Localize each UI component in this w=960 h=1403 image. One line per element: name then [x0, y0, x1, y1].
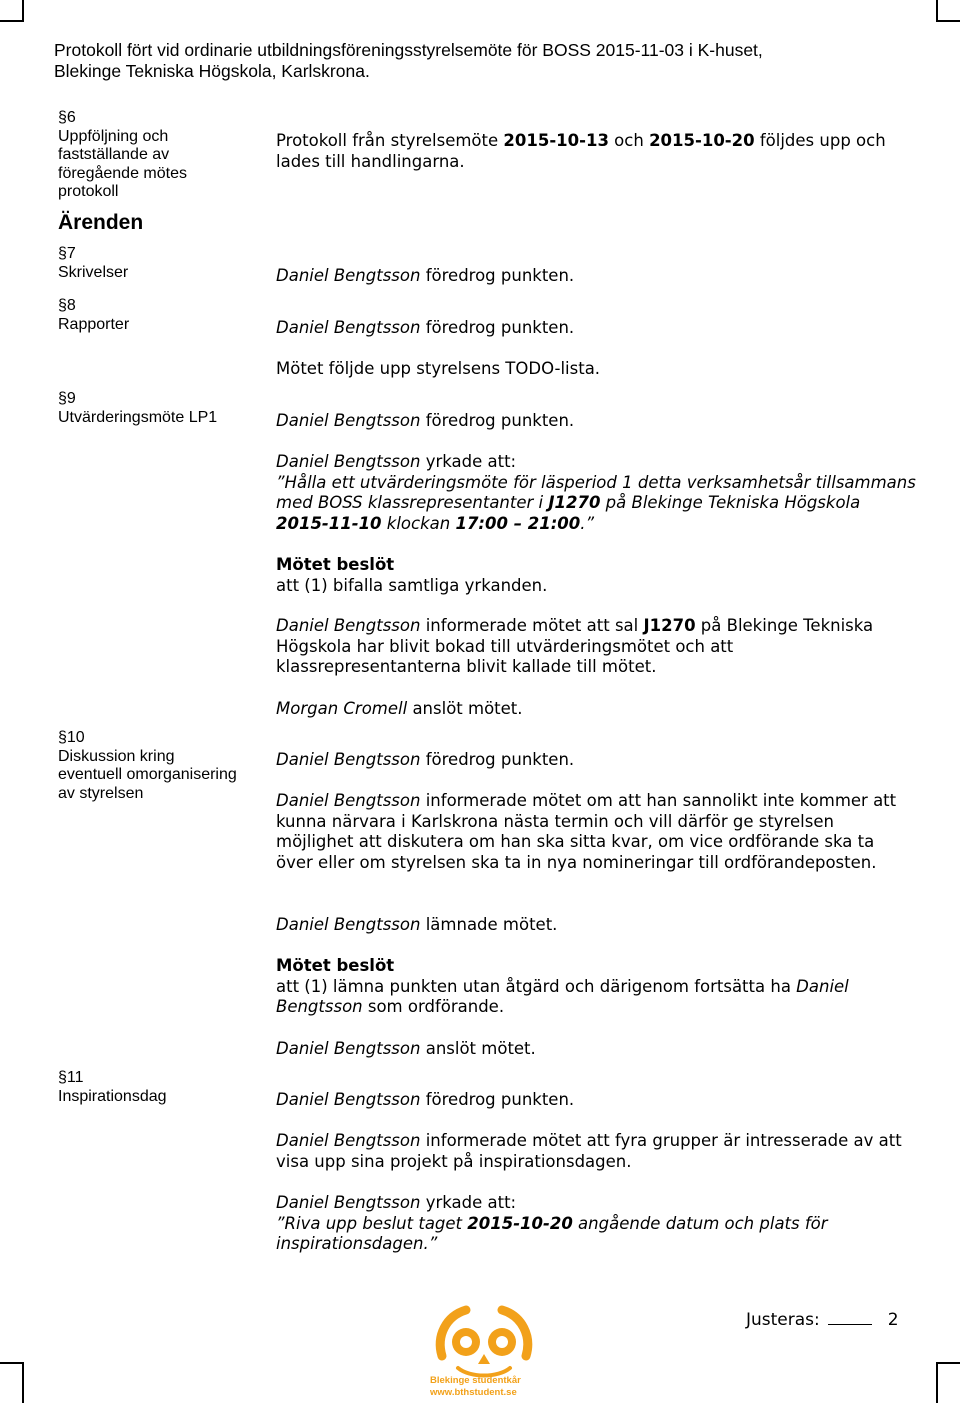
person-name: Daniel Bengtsson	[276, 411, 421, 430]
header-line-2: Blekinge Tekniska Högskola, Karlskrona.	[54, 61, 370, 81]
section-heading: Ärenden	[58, 211, 144, 234]
person-name: Daniel Bengtsson	[276, 915, 421, 934]
motion: Daniel Bengtsson yrkade att: ”Riva upp beslut taget 2015-10-20 angående datum och plats för inspirationsdagen.”	[276, 1193, 828, 1254]
page-number: 2	[887, 1310, 899, 1330]
section-7-label: §7 Skrivelser	[58, 245, 129, 281]
person-name: Daniel Bengtsson	[276, 452, 421, 471]
person-name: Daniel Bengtsson	[276, 318, 421, 337]
section-10-label: §10 Diskussion kring eventuell omorganisering av styrelsen	[58, 729, 237, 802]
paragraph: Morgan Cromell anslöt mötet.	[276, 699, 523, 718]
paragraph: Daniel Bengtsson föredrog punkten.	[276, 750, 575, 769]
person-name: Daniel Bengtsson	[276, 1193, 421, 1212]
paragraph: Daniel Bengtsson informerade mötet om att han sannolikt inte kommer att kunna närvara i Karlskrona nästa termin och vill därför ge styrelsen möjlighet att diskutera om han ska sitta kvar, om vice ordförande ska ta över eller om styrelsen ska ta in nya nomineringar till ordförandeposten.	[276, 791, 897, 872]
paragraph: Protokoll från styrelsemöte 2015-10-13 och 2015-10-20 följdes upp och lades till handlingarna.	[276, 131, 886, 171]
person-name: Daniel Bengtsson	[276, 791, 421, 810]
document-header	[54, 40, 934, 82]
crop-mark	[22, 0, 24, 22]
crop-mark	[936, 1362, 960, 1364]
paragraph: Daniel Bengtsson anslöt mötet.	[276, 1039, 536, 1058]
person-name: Daniel Bengtsson	[276, 1090, 421, 1109]
paragraph: Daniel Bengtsson föredrog punkten.	[276, 266, 575, 285]
initials-field: Justeras: 2	[746, 1310, 899, 1330]
section-8-label: §8 Rapporter	[58, 297, 130, 333]
header-line-1: Protokoll fört vid ordinarie utbildningsföreningsstyrelsemöte för BOSS 2015-11-03 i K-huset,	[54, 40, 763, 60]
decision: Mötet beslöt att (1) bifalla samtliga yrkanden.	[276, 555, 548, 595]
motion: Daniel Bengtsson yrkade att: ”Hålla ett utvärderingsmöte för läsperiod 1 detta verksamhetsår tillsammans med BOSS klassrepresentanter i J1270 på Blekinge Tekniska Högskola 2015-11-10 klockan 17:00 – 21:00.”	[276, 452, 916, 533]
person-name: Daniel Bengtsson	[276, 616, 421, 635]
paragraph: Daniel Bengtsson lämnade mötet.	[276, 915, 558, 934]
paragraph: Daniel Bengtsson föredrog punkten.	[276, 411, 575, 430]
section-6-label: §6 Uppföljning och fastställande av föregående mötes protokoll	[58, 109, 187, 200]
person-name: Daniel Bengtsson	[276, 750, 421, 769]
crop-mark	[22, 1362, 24, 1403]
paragraph: Daniel Bengtsson informerade mötet att sal J1270 på Blekinge Tekniska Högskola har blivit bokad till utvärderingsmötet och att klassrepresentanterna blivit kallade till mötet.	[276, 616, 874, 677]
crop-mark	[936, 20, 960, 22]
crop-mark	[0, 20, 24, 22]
person-name: Daniel Bengtsson	[276, 266, 421, 285]
paragraph: Mötet följde upp styrelsens TODO-lista.	[276, 359, 601, 378]
paragraph: Daniel Bengtsson informerade mötet att fyra grupper är intresserade av att visa upp sina projekt på inspirationsdagen.	[276, 1131, 902, 1171]
crop-mark	[936, 1362, 938, 1403]
section-11-label: §11 Inspirationsdag	[58, 1069, 167, 1105]
decision: Mötet beslöt att (1) lämna punkten utan åtgärd och därigenom fortsätta ha Daniel Bengtsson som ordförande.	[276, 956, 849, 1017]
paragraph: Daniel Bengtsson föredrog punkten.	[276, 318, 575, 337]
person-name: Daniel Bengtsson	[276, 1131, 421, 1150]
paragraph: Daniel Bengtsson föredrog punkten.	[276, 1090, 575, 1109]
crop-mark	[936, 0, 938, 22]
initials-blank	[828, 1308, 872, 1325]
person-name: Daniel Bengtsson	[276, 1039, 421, 1058]
logo-text: Blekinge studentkår www.bthstudent.se	[430, 1375, 521, 1398]
crop-mark	[0, 1362, 24, 1364]
section-9-label: §9 Utvärderingsmöte LP1	[58, 390, 218, 426]
person-name: Morgan Cromell	[276, 699, 408, 718]
